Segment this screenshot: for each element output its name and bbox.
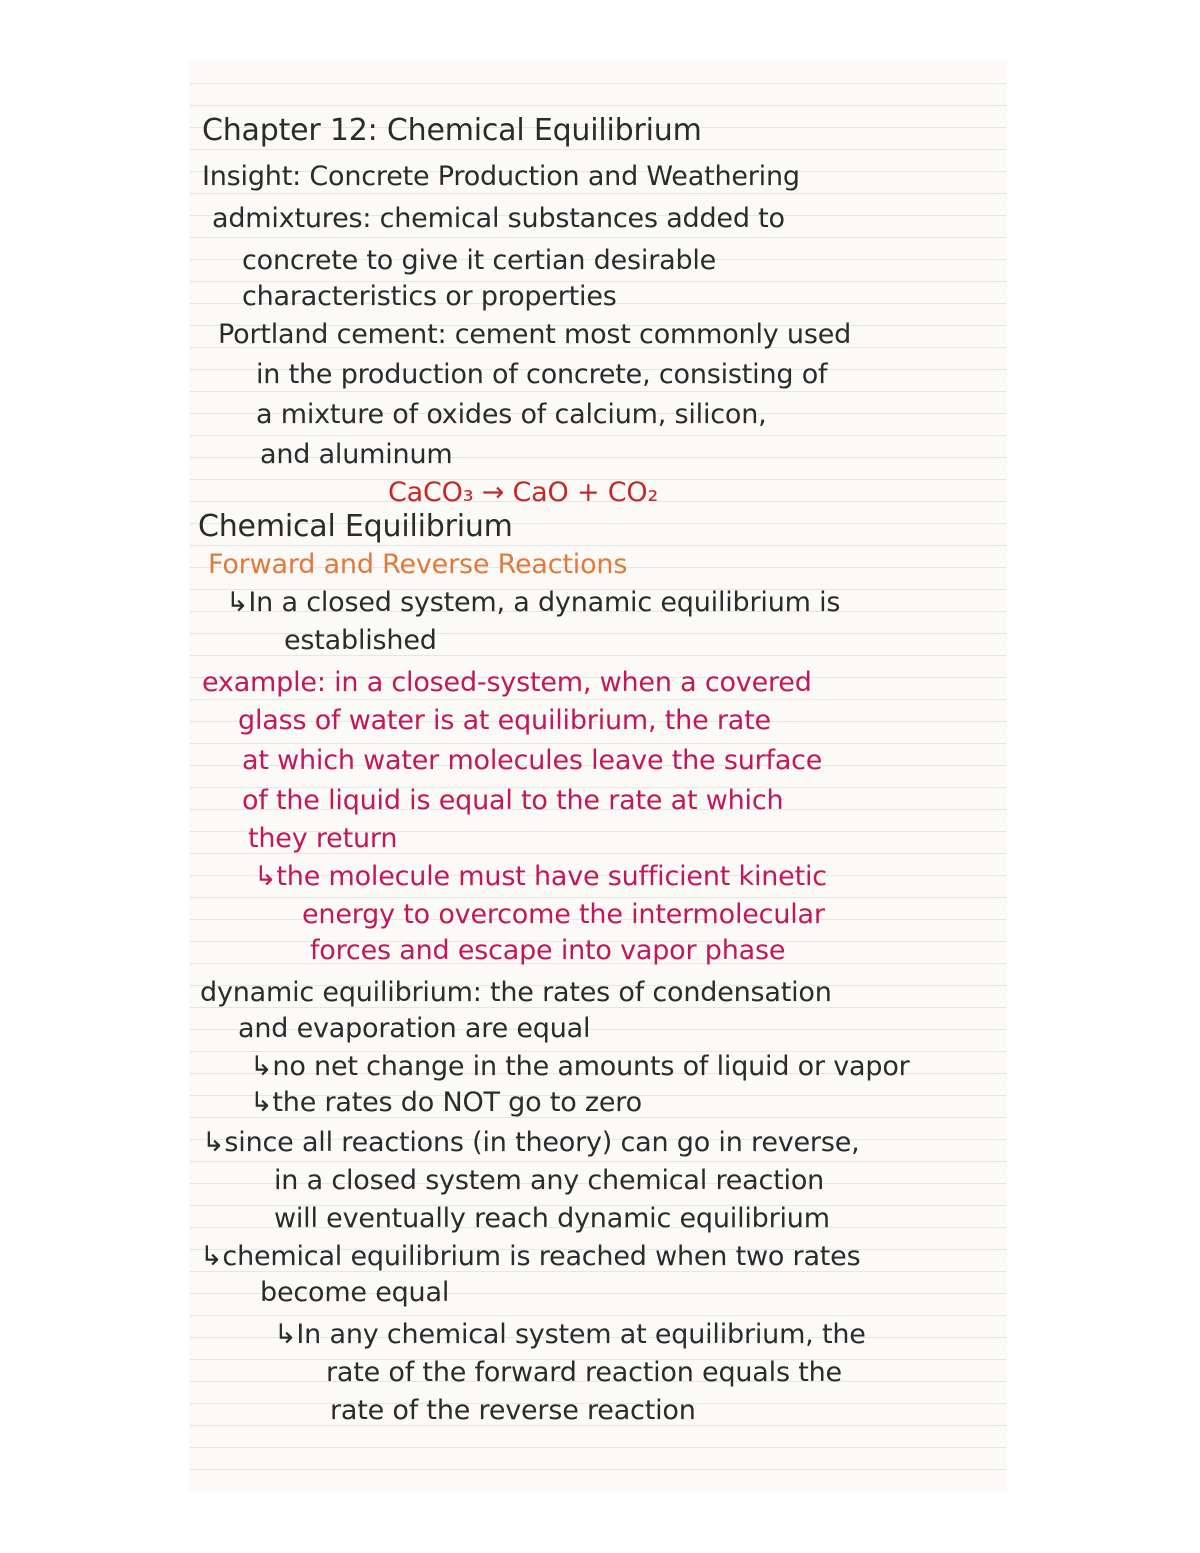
section-heading: Chemical Equilibrium [198,509,513,544]
dynamic-line-9: become equal [260,1277,450,1308]
portland-line-4: and aluminum [260,439,453,470]
admixtures-line-2: concrete to give it certian desirable [242,245,717,276]
dynamic-line-6: in a closed system any chemical reaction [274,1165,825,1196]
example-line-5: they return [248,823,398,854]
example-line-1: example: in a closed-system, when a covered [202,667,812,698]
example-line-2: glass of water is at equilibrium, the rate [238,705,771,736]
dynamic-line-12: rate of the reverse reaction [330,1395,696,1426]
dynamic-line-5: ↳since all reactions (in theory) can go in reverse, [202,1127,860,1158]
dynamic-line-4: ↳the rates do NOT go to zero [250,1087,642,1118]
admixtures-line-3: characteristics or properties [242,281,617,312]
portland-line-2: in the production of concrete, consisting of [256,359,828,390]
example-line-3: at which water molecules leave the surface [242,745,823,776]
chemical-equation: CaCO₃ → CaO + CO₂ [388,477,659,508]
example-line-4: of the liquid is equal to the rate at which [242,785,784,816]
example-line-8: forces and escape into vapor phase [310,935,786,966]
insight-line: Insight: Concrete Production and Weathering [202,161,800,192]
subheading: Forward and Reverse Reactions [208,549,628,580]
portland-line-1: Portland cement: cement most commonly used [218,319,852,350]
admixtures-line-1: admixtures: chemical substances added to [212,203,785,234]
dynamic-line-1: dynamic equilibrium: the rates of condensation [200,977,832,1008]
dynamic-line-8: ↳chemical equilibrium is reached when two rates [200,1241,861,1272]
dynamic-line-2: and evaporation are equal [238,1013,591,1044]
example-line-7: energy to overcome the intermolecular [302,899,825,930]
dynamic-line-7: will eventually reach dynamic equilibrium [274,1203,830,1234]
dynamic-line-11: rate of the forward reaction equals the [326,1357,842,1388]
closed-system-line-2: established [284,625,437,656]
portland-line-3: a mixture of oxides of calcium, silicon, [256,399,767,430]
closed-system-line-1: ↳In a closed system, a dynamic equilibrium is [226,587,841,618]
dynamic-line-3: ↳no net change in the amounts of liquid or vapor [250,1051,910,1082]
chapter-title: Chapter 12: Chemical Equilibrium [202,113,702,148]
dynamic-line-10: ↳In any chemical system at equilibrium, the [274,1319,866,1350]
example-line-6: ↳the molecule must have sufficient kinetic [254,861,827,892]
notebook-page [190,62,1006,1490]
